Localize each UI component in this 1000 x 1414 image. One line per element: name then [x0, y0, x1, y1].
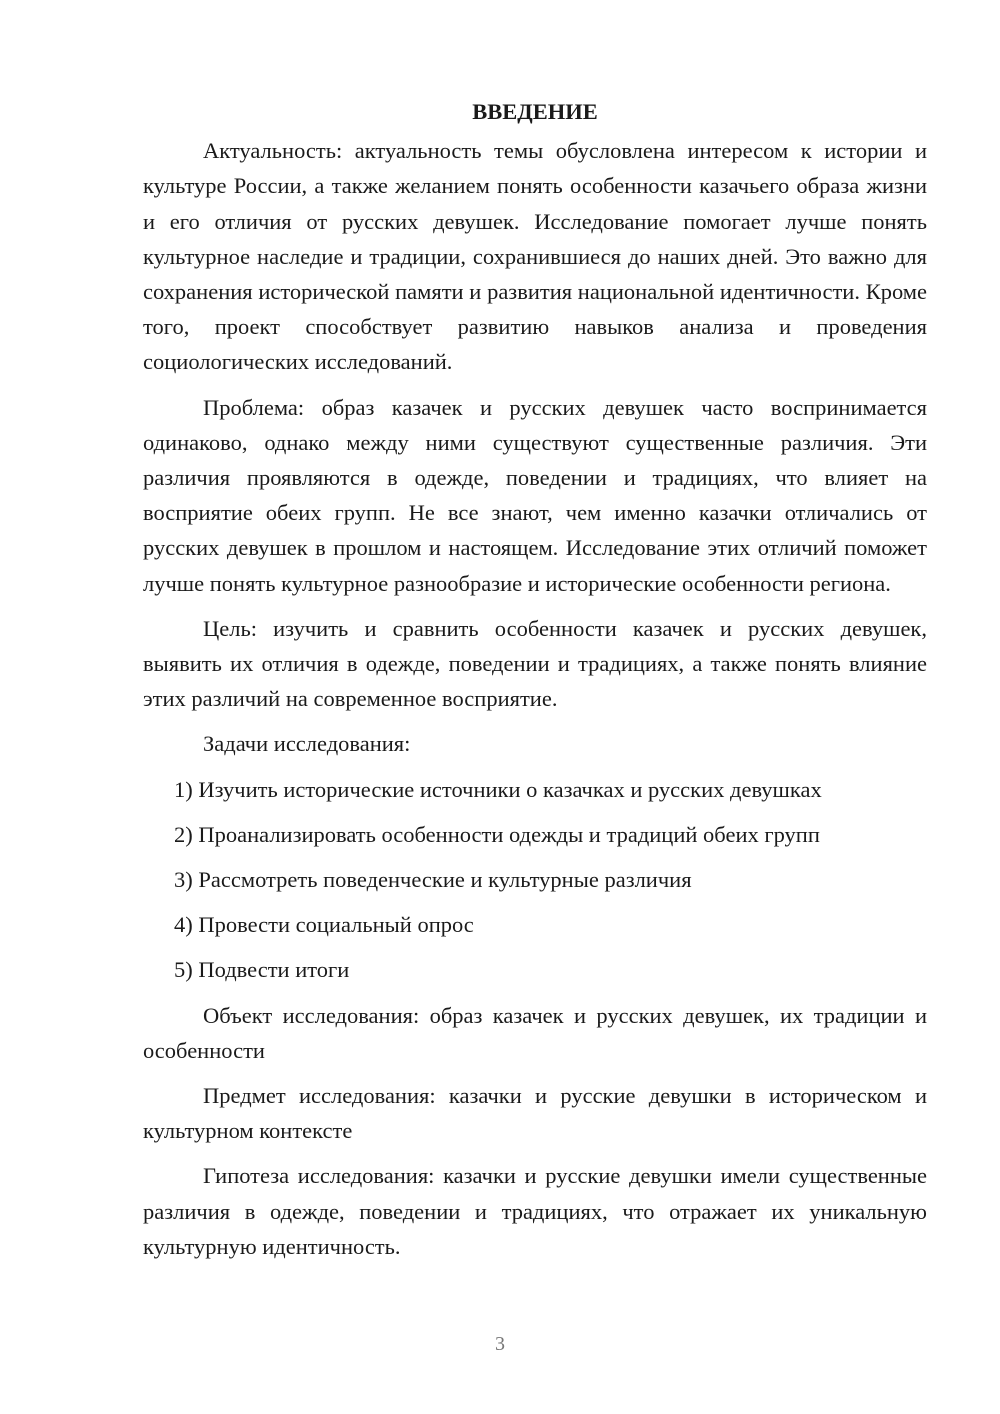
goal-paragraph: Цель: изучить и сравнить особенности казачек и русских девушек, выявить их отличия в одежде, поведении и традициях, а также понять влияние этих различий на современное восприятие. [143, 615, 927, 712]
task-item-3: 3) Рассмотреть поведенческие и культурные различия [174, 867, 692, 893]
object-paragraph: Объект исследования: образ казачек и русских девушек, их традиции и особенности [143, 1002, 927, 1063]
tasks-list [143, 772, 927, 988]
tasks-heading: Задачи исследования: [203, 731, 411, 757]
task-item-1: 1) Изучить исторические источники о казачках и русских девушках [174, 776, 822, 802]
page-title: ВВЕДЕНИЕ [472, 99, 598, 124]
page-number: 3 [495, 1333, 505, 1355]
page-content [143, 94, 927, 1274]
task-item-2: 2) Проанализировать особенности одежды и традиций обеих групп [174, 821, 820, 847]
hypothesis-paragraph: Гипотеза исследования: казачки и русские девушки имели существенные различия в одежде, поведении и традициях, что отражает их уникальную культурную идентичность. [143, 1163, 927, 1259]
subject-paragraph: Предмет исследования: казачки и русские девушки в историческом и культурном контексте [143, 1083, 927, 1144]
problem-paragraph: Проблема: образ казачек и русских девушек часто воспринимается одинаково, однако между ними существуют существенные различия. Эти различия проявляются в одежде, поведении и традициях, что влияет на восприятие обеих групп. Не все знают, чем именно казачки отличались от русских девушек в прошлом и настоящем. Исследование этих отличий поможет лучше понять культурное разнообразие и исторические особенности региона. [143, 394, 927, 596]
task-item-4: 4) Провести социальный опрос [174, 912, 474, 938]
relevance-paragraph: Актуальность: актуальность темы обусловлена интересом к истории и культуре России, а также желанием понять особенности казачьего образа жизни и его отличия от русских девушек. Исследование помогает лучше понять культурное наследие и традиции, сохранившиеся до наших дней. Это важно для сохранения исторической памяти и развития национальной идентичности. Кроме того, проект способствует развитию навыков анализа и проведения социологических исследований. [143, 138, 927, 375]
task-item-5: 5) Подвести итоги [174, 957, 350, 983]
